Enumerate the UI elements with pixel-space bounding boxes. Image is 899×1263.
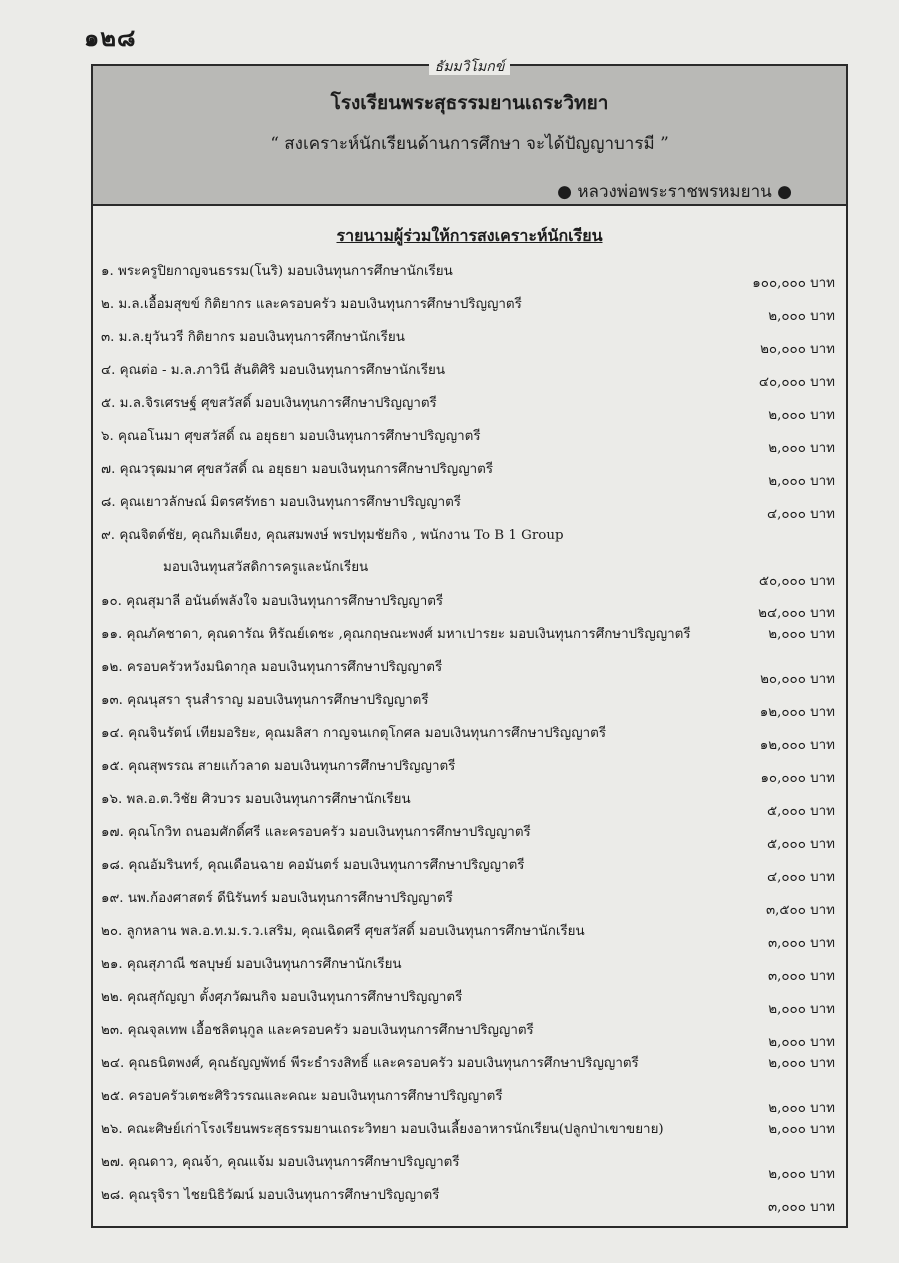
donation-amount: ๑๒,๐๐๐ บาท — [759, 738, 835, 753]
donor-description: ๑๑. คุณภัคชาดา, คุณดารัณ หิรัณย์เดชะ ,คุณกฤษณะพงศ์ มหาเปารยะ มอบเงินทุนการศึกษาปริญญาตรี — [101, 627, 691, 642]
donation-amount: ๒,๐๐๐ บาท — [768, 441, 835, 456]
donation-amount: ๒๐,๐๐๐ บาท — [760, 342, 835, 357]
list-item — [101, 1050, 841, 1083]
donor-description: ๔. คุณต่อ - ม.ล.ภาวินี สันติศิริ มอบเงินทุนการศึกษานักเรียน — [101, 363, 446, 378]
donation-amount: ๒๐,๐๐๐ บาท — [760, 672, 835, 687]
donor-description: ๓. ม.ล.ยุวันวรี กิติยากร มอบเงินทุนการศึกษานักเรียน — [101, 330, 405, 345]
list-item — [101, 456, 841, 489]
list-item — [101, 489, 841, 522]
donor-description: ๒๗. คุณดาว, คุณจ้า, คุณแจ้ม มอบเงินทุนการศึกษาปริญญาตรี — [101, 1155, 460, 1170]
donation-amount: ๒,๐๐๐ บาท — [768, 1056, 835, 1071]
donor-description: ๒๓. คุณจุลเทพ เอื้อชลิตนุกูล และครอบครัว มอบเงินทุนการศึกษาปริญญาตรี — [101, 1023, 534, 1038]
motto: “ สงเคราะห์นักเรียนด้านการศึกษา จะได้ปัญญาบารมี ” — [270, 134, 669, 154]
donation-amount: ๑๒,๐๐๐ บาท — [759, 705, 835, 720]
donor-description: ๑. พระครูปิยกาญจนธรรม(โนริ) มอบเงินทุนการศึกษานักเรียน — [101, 264, 453, 279]
list-item — [101, 984, 841, 1017]
donation-amount: ๒,๐๐๐ บาท — [768, 408, 835, 423]
list-item — [101, 852, 841, 885]
series-title: ธัมมวิโมกข์ — [429, 59, 511, 75]
donation-amount: ๑๐๐,๐๐๐ บาท — [752, 276, 835, 291]
donation-amount: ๒,๐๐๐ บาท — [768, 1101, 835, 1116]
donor-description: ๑๕. คุณสุพรรณ สายแก้วลาด มอบเงินทุนการศึกษาปริญญาตรี — [101, 759, 456, 774]
list-item — [101, 654, 841, 687]
donation-amount: ๒,๐๐๐ บาท — [768, 1167, 835, 1182]
donor-description: ๘. คุณเยาวลักษณ์ มิตรศรัทธา มอบเงินทุนการศึกษาปริญญาตรี — [101, 495, 461, 510]
page-number: ๑๒๘ — [84, 23, 137, 52]
donation-amount: ๕๐,๐๐๐ บาท — [758, 574, 835, 589]
list-item — [101, 324, 841, 357]
donation-amount: ๔,๐๐๐ บาท — [766, 870, 835, 885]
donation-amount: ๓,๕๐๐ บาท — [766, 903, 835, 918]
donor-description: ๒๒. คุณสุกัญญา ตั้งศุภวัฒนกิจ มอบเงินทุนการศึกษาปริญญาตรี — [101, 990, 463, 1005]
donor-description: ๑๓. คุณนุสรา รุนสำราญ มอบเงินทุนการศึกษาปริญญาตรี — [101, 693, 429, 708]
list-item — [101, 1083, 841, 1116]
donor-description: ๑๘. คุณอัมรินทร์, คุณเดือนฉาย คอมันตร์ มอบเงินทุนการศึกษาปริญญาตรี — [101, 858, 525, 873]
list-item — [101, 819, 841, 852]
donor-description: ๑๙. นพ.ก้องศาสตร์ ดีนิรันทร์ มอบเงินทุนการศึกษาปริญญาตรี — [101, 891, 453, 906]
donation-amount: ๓,๐๐๐ บาท — [767, 1200, 835, 1215]
donor-description: ๒๖. คณะศิษย์เก่าโรงเรียนพระสุธรรมยานเถระวิทยา มอบเงินเลี้ยงอาหารนักเรียน(ปลูกป่าเขาขยาย) — [101, 1122, 664, 1137]
list-item — [101, 1149, 841, 1182]
donor-description: ๒. ม.ล.เอื้อมสุขข์ กิติยากร และครอบครัว มอบเงินทุนการศึกษาปริญญาตรี — [101, 297, 522, 312]
donor-description: ๒๔. คุณธนิตพงศ์, คุณธัญญพัทธ์ พีระธำรงสิทธิ์ และครอบครัว มอบเงินทุนการศึกษาปริญญาตรี — [101, 1056, 639, 1071]
donor-description: ๒๕. ครอบครัวเตชะศิริวรรณและคณะ มอบเงินทุนการศึกษาปริญญาตรี — [101, 1089, 503, 1104]
list-item — [101, 885, 841, 918]
donation-amount: ๒๔,๐๐๐ บาท — [758, 606, 835, 621]
donation-amount: ๓,๐๐๐ บาท — [767, 936, 835, 951]
donation-amount: ๒,๐๐๐ บาท — [768, 1035, 835, 1050]
list-item — [101, 1116, 841, 1149]
header-box — [93, 59, 846, 206]
donation-amount: ๓,๐๐๐ บาท — [767, 969, 835, 984]
list-item — [101, 1182, 841, 1215]
list-item — [101, 951, 841, 984]
list-item — [101, 918, 841, 951]
donation-amount: ๔๐,๐๐๐ บาท — [758, 375, 835, 390]
donor-description: ๗. คุณวรุฒมาศ ศุขสวัสดิ์ ณ อยุธยา มอบเงินทุนการศึกษาปริญญาตรี — [101, 462, 494, 477]
list-title: รายนามผู้ร่วมให้การสงเคราะห์นักเรียน — [336, 226, 603, 245]
list-item — [101, 357, 841, 390]
donor-description: ๑๐. คุณสุมาลี อนันต์พลังใจ มอบเงินทุนการศึกษาปริญญาตรี — [101, 594, 444, 609]
donation-amount: ๑๐,๐๐๐ บาท — [760, 771, 835, 786]
list-item — [101, 786, 841, 819]
donation-amount: ๒,๐๐๐ บาท — [768, 1002, 835, 1017]
list-item — [101, 522, 841, 588]
list-item — [101, 621, 841, 654]
donor-description: ๙. คุณจิตต์ชัย, คุณกิมเตียง, คุณสมพงษ์ พรปทุมชัยกิจ , พนักงาน To B 1 Group — [101, 528, 564, 543]
list-item — [101, 753, 841, 786]
list-item — [101, 258, 841, 291]
donor-description: ๑๗. คุณโกวิท ถนอมศักดิ์ศรี และครอบครัว มอบเงินทุนการศึกษาปริญญาตรี — [101, 825, 531, 840]
donation-amount: ๒,๐๐๐ บาท — [768, 627, 835, 642]
donor-description: ๖. คุณอโนมา ศุขสวัสดิ์ ณ อยุธยา มอบเงินทุนการศึกษาปริญญาตรี — [101, 429, 481, 444]
donation-amount: ๕,๐๐๐ บาท — [766, 804, 835, 819]
school-name: โรงเรียนพระสุธรรมยานเถระวิทยา — [330, 92, 609, 114]
list-item — [101, 687, 841, 720]
donor-description: ๒๑. คุณสุภาณี ชลบุษย์ มอบเงินทุนการศึกษานักเรียน — [101, 957, 402, 972]
donor-description-continued: มอบเงินทุนสวัสดิการครูและนักเรียน — [163, 560, 369, 575]
donor-description: ๒๐. ลูกหลาน พล.อ.ท.ม.ร.ว.เสริม, คุณเฉิดศรี ศุขสวัสดิ์ มอบเงินทุนการศึกษานักเรียน — [101, 924, 585, 939]
list-item — [101, 390, 841, 423]
list-item — [101, 588, 841, 621]
donation-amount: ๒,๐๐๐ บาท — [768, 309, 835, 324]
donation-amount: ๒,๐๐๐ บาท — [768, 1122, 835, 1137]
article-frame — [91, 59, 848, 1228]
series-label — [93, 56, 846, 78]
donor-description: ๑๒. ครอบครัวหวังมนิดากุล มอบเงินทุนการศึกษาปริญญาตรี — [101, 660, 443, 675]
list-item — [101, 291, 841, 324]
list-item — [101, 1017, 841, 1050]
author: ● หลวงพ่อพระราชพรหมยาน ● — [557, 182, 792, 202]
donor-description: ๒๘. คุณรุจิรา ไชยนิธิวัฒน์ มอบเงินทุนการศึกษาปริญญาตรี — [101, 1188, 440, 1203]
donation-amount: ๔,๐๐๐ บาท — [766, 507, 835, 522]
donor-description: ๑๔. คุณจินรัตน์ เทียมอริยะ, คุณมลิสา กาญจนเกตุโกศล มอบเงินทุนการศึกษาปริญญาตรี — [101, 726, 607, 741]
donation-amount: ๒,๐๐๐ บาท — [768, 474, 835, 489]
list-item — [101, 720, 841, 753]
donor-description: ๕. ม.ล.จิรเศรษฐ์ ศุขสวัสดิ์ มอบเงินทุนการศึกษาปริญญาตรี — [101, 396, 437, 411]
list-item — [101, 423, 841, 456]
donor-description: ๑๖. พล.อ.ต.วิชัย ศิวบวร มอบเงินทุนการศึกษานักเรียน — [101, 792, 411, 807]
donor-list — [101, 258, 841, 1215]
donation-amount: ๕,๐๐๐ บาท — [766, 837, 835, 852]
